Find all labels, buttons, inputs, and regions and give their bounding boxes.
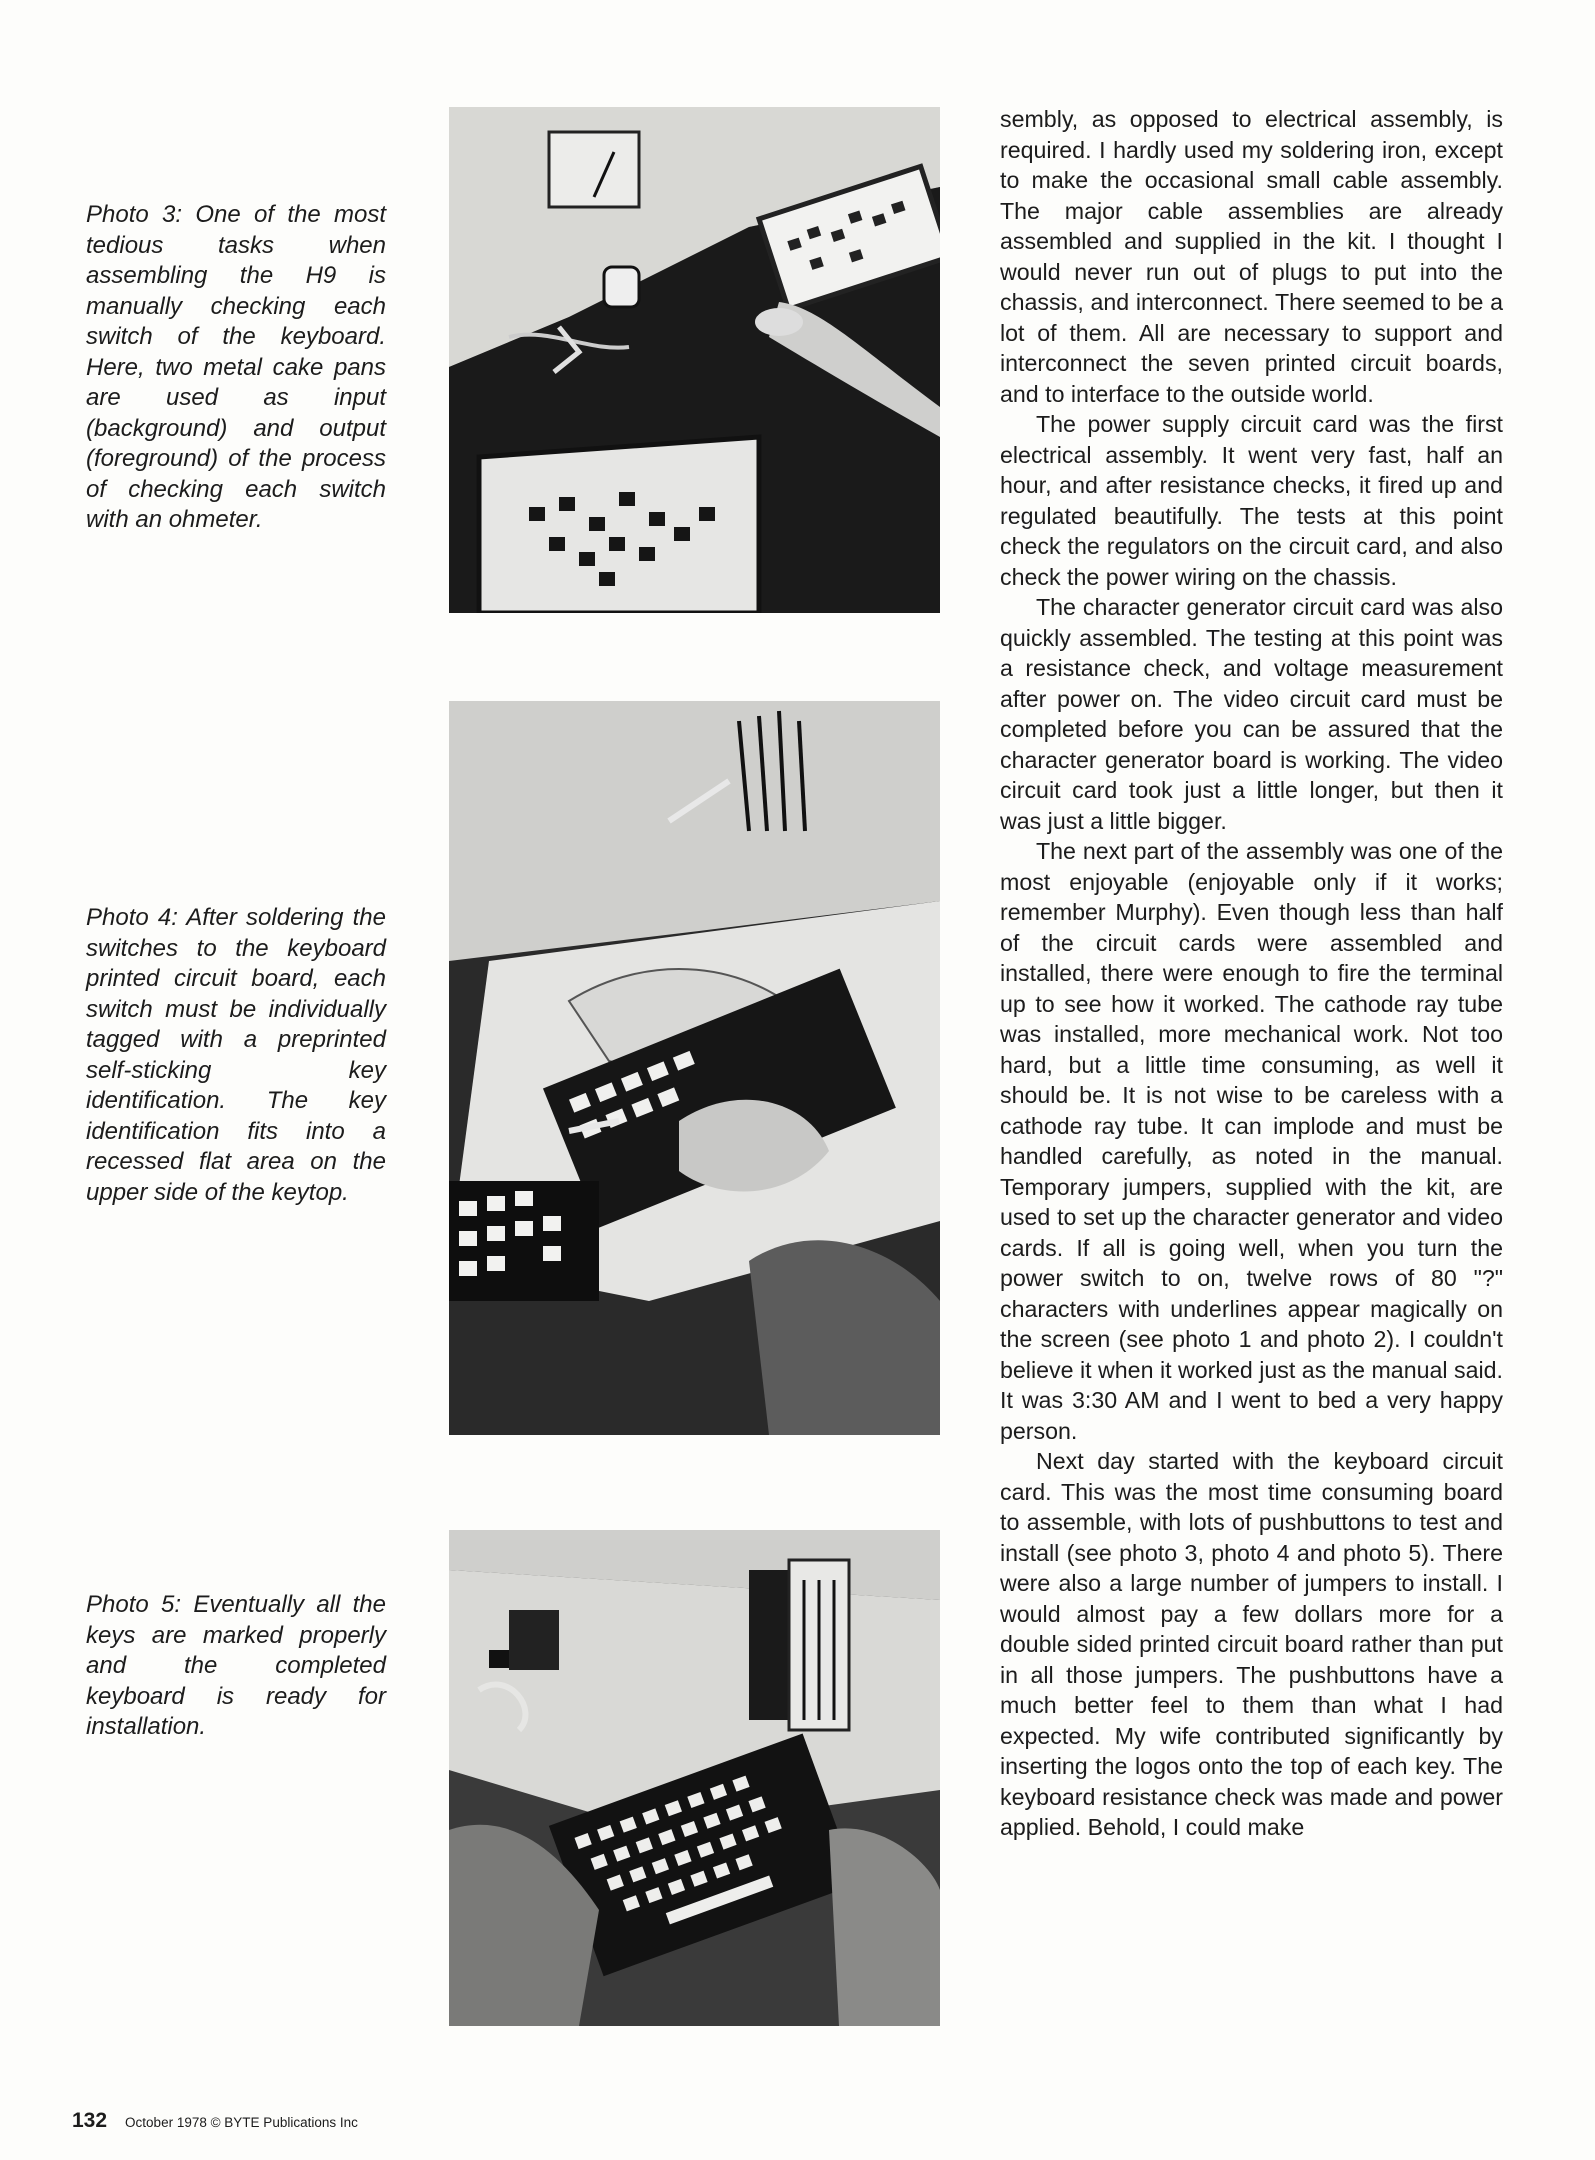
photo-3-caption: Photo 3: One of the most tedious tasks when assembling the H9 is manually checking each switch of the keyboard. Here, two metal cake pans are used as input (background) and output (foreground) of the process of checking each switch with an ohmeter. [86,201,386,533]
photo-4-image [449,701,940,1435]
page-number: 132 [72,2109,108,2132]
body-paragraph: Next day started with the keyboard circuit card. This was the most time consuming board to assemble, with lots of pushbuttons to test and install (see photo 3, photo 4 and photo 5). There were also a large number of jumpers to install. I would almost pay a few dollars more for a double sided printed circuit board rather than put in all those jumpers. The pushbuttons have a much better feel to them than what I had expected. My wife contributed significantly by inserting the logos onto the top of each key. The keyboard resistance check was made and power applied. Behold, I could make [1000,1448,1503,1840]
photo-4-caption: Photo 4: After soldering the switches to the keyboard printed circuit board, each switch must be individually tagged with a preprinted self-sticking key identification. The key identification fits into a recessed flat area on the upper side of the keytop. [86,904,386,1206]
photo-3-image [449,107,940,613]
body-paragraph: sembly, as opposed to electrical assembly, is required. I hardly used my soldering iron, except to make the occasional small cable assembly. The major cable assemblies are already assembled and supplied in the kit. I thought I would never run out of plugs to put into the chassis, and interconnect. There seemed to be a lot of them. All are necessary to support and interconnect the seven printed circuit boards, and to interface to the outside world. [1000,106,1503,407]
article-body [1000,104,1503,1843]
page-footer [72,2109,358,2133]
body-paragraph: The character generator circuit card was also quickly assembled. The testing at this point was a resistance check, and voltage measurement after power on. The video circuit card must be completed before you can be assured that the character generator board is working. The video circuit card took just a little longer, but then it was just a little bigger. [1000,594,1503,834]
photo-5-image [449,1530,940,2026]
body-paragraph: The next part of the assembly was one of the most enjoyable (enjoyable only if it works; remember Murphy). Even though less than half of the circuit cards were assembled and installed, there were enough to fire the terminal up to see how it worked. The cathode ray tube was installed, more mechanical work. Not too hard, but a little time consuming, as well it should be. It is not wise to be careless with a cathode ray tube. It can implode and must be handled carefully, as noted in the manual. Temporary jumpers, supplied with the kit, are used to set up the character generator and video cards. If all is going well, when you turn the power switch to on, twelve rows of 80 "?" characters with underlines appear magically on the screen (see photo 1 and photo 2). I couldn't believe it when it worked just as the manual said. It was 3:30 AM and I went to bed a very happy person. [1000,838,1503,1444]
publication-credit: October 1978 © BYTE Publications Inc [125,2115,358,2130]
photo-5-caption: Photo 5: Eventually all the keys are marked properly and the completed keyboard is ready for installation. [86,1591,386,1740]
body-paragraph: The power supply circuit card was the first electrical assembly. It went very fast, half an hour, and after resistance checks, it fired up and regulated beautifully. The tests at this point check the regulators on the circuit card, and also check the power wiring on the chassis. [1000,411,1503,590]
